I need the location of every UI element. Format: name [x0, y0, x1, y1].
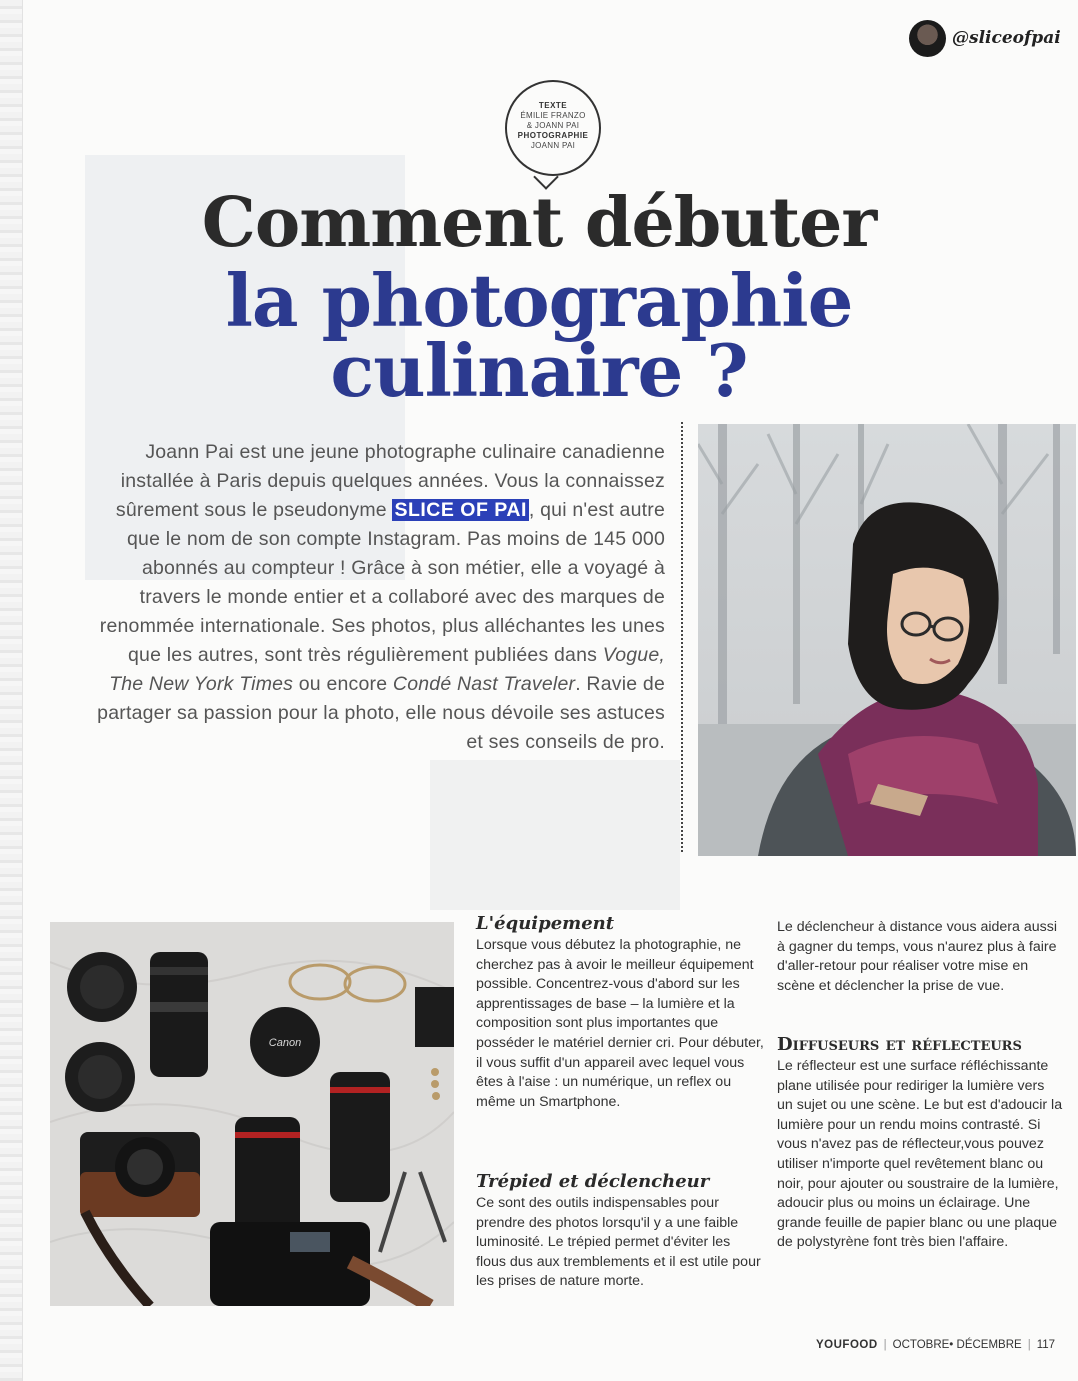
section-body-declencheur: Le déclencheur à distance vous aidera aussi à gagner du temps, vous n'aurez plus à faire d'aller-retour pour réaliser votre mise en scène et déclencher la prise de vue.	[777, 919, 1057, 994]
section-body-diffuseurs: Le réflecteur est une surface réfléchissante plane utilisée pour rediriger la lumière vers un sujet ou une scène. Le but est d'adoucir la lumière pour un rendu moins contrasté. Si vous n'avez pas de réflecteur,vous pouvez utiliser n'importe quel revêtement blanc ou noir, pour ajouter ou soustraire de la lumière, adoucir plus ou moins un éclairage. Une grande feuille de papier blanc ou une plaque de polystyrène font très bien l'affaire.	[777, 1058, 1063, 1251]
issue-date: OCTOBRE• DÉCEMBRE	[892, 1339, 1022, 1351]
credits-bubble	[505, 80, 601, 176]
publication-name: Condé Nast Traveler	[392, 672, 576, 695]
credits-text-author-1: ÉMILIE FRANZO	[520, 111, 586, 120]
portrait-photo	[698, 424, 1076, 856]
publication-name: Vogue, The New York Times	[109, 643, 665, 695]
handle-text: @sliceofpai	[952, 28, 1061, 48]
instagram-handle	[909, 18, 1061, 58]
page-number: 117	[1036, 1339, 1056, 1351]
intro-paragraph	[95, 438, 665, 757]
intro-text: , qui n'est autre que le nom de son compte Instagram. Pas moins de 145 000 abonnés au compteur ! Grâce à son métier, elle a voyagé à travers le monde entier et a collaboré avec des marques de renommée internationale. Ses photos, plus alléchantes les unes que les autres, sont très régulièrement publiées dans	[99, 498, 665, 666]
credits-text-label: TEXTE	[538, 101, 568, 110]
intro-text: Joann Pai est une jeune photographe culinaire canadienne installée à Paris depuis quelques années. Vous la connaissez sûrement sous le pseudonyme	[115, 440, 665, 521]
intro-text: ou encore	[293, 672, 393, 695]
credits-photo-author: JOANN PAI	[530, 141, 576, 150]
avatar	[909, 20, 946, 57]
portrait-illustration	[698, 424, 1076, 856]
dotted-divider	[681, 422, 683, 852]
magazine-brand: YOUFOOD	[816, 1339, 878, 1351]
section-heading-equipement: L'équipement	[476, 913, 615, 934]
section-heading-diffuseurs: Diffuseurs et réflecteurs	[777, 1034, 1022, 1055]
section-body-trepied: Ce sont des outils indispensables pour prendre des photos lorsqu'il y a une faible luminosité. Le trépied permet d'éviter les flous dus aux tremblements et il est utile pour les prises de nature morte.	[476, 1195, 761, 1290]
lens-cap-brand: Canon	[268, 1037, 302, 1049]
page-footer	[816, 1339, 1055, 1351]
credits-photo-label: PHOTOGRAPHIE	[517, 131, 589, 140]
flatlay-illustration	[50, 922, 454, 1306]
pseudonym-highlight: SLICE OF PAI	[394, 498, 527, 521]
bleed-through-shadow	[430, 760, 680, 910]
credits-text-author-2: & JOANN PAI	[526, 121, 580, 130]
footer-separator: |	[883, 1339, 887, 1351]
footer-separator: |	[1027, 1339, 1031, 1351]
headline-line-1: Comment débuter	[201, 183, 877, 263]
intro-text: . Ravie de partager sa passion pour la photo, elle nous dévoile ses astuces et ses conseils de pro.	[97, 672, 665, 753]
section-body-equipement: Lorsque vous débutez la photographie, ne cherchez pas à avoir le meilleur équipement possible. Concentrez-vous d'abord sur les apprentissages de base – la lumière et la composition sont plus importantes que posséder le matériel dernier cri. Pour débuter, il vous suffit d'un appareil avec lequel vous êtes à l'aise : un numérique, un reflex ou même un Smartphone.	[476, 937, 764, 1110]
headline-line-3: culinaire ?	[330, 328, 748, 413]
camera-equipment-photo	[50, 922, 454, 1306]
headline-line-2: la photographie	[225, 258, 853, 343]
section-heading-trepied: Trépied et déclencheur	[476, 1171, 710, 1192]
